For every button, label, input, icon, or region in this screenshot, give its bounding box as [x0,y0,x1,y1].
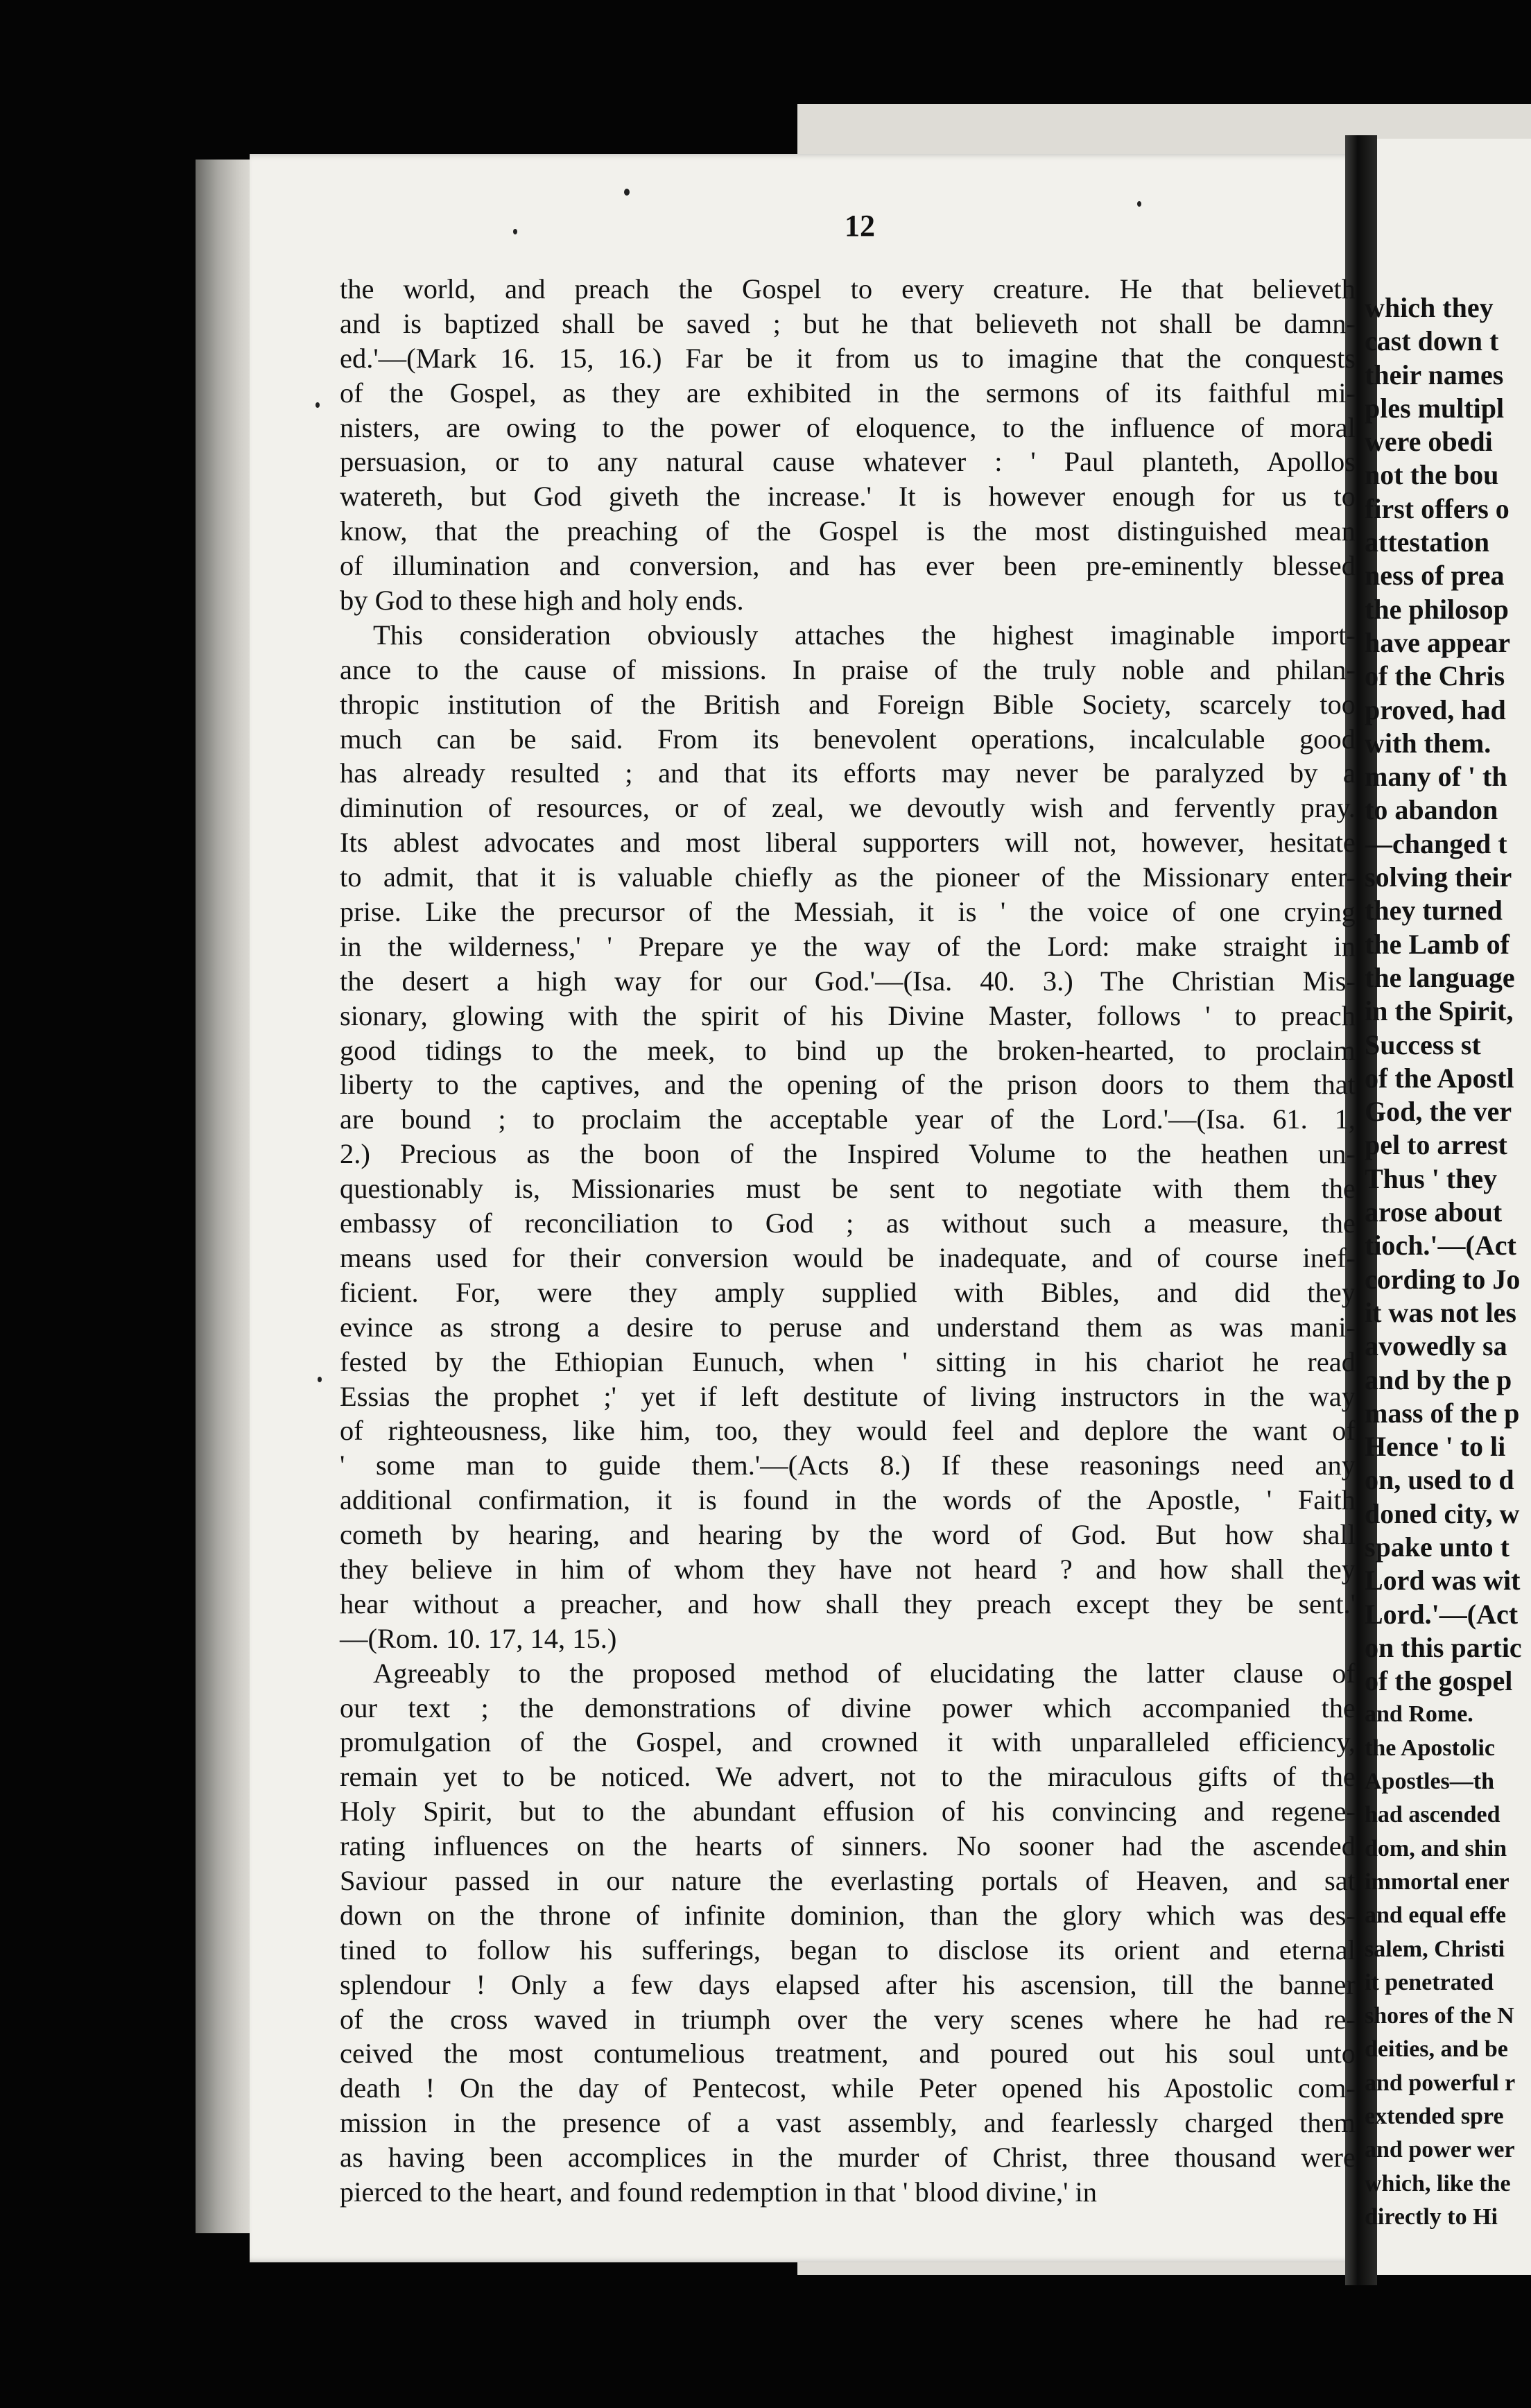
text-line: embassy of reconciliation to God ; as without such a measure, the [340,1207,1356,1239]
scan-speck [315,402,320,408]
facing-text-line: on this partic [1365,1631,1522,1663]
facing-text-line: of the Apostl [1365,1062,1514,1094]
facing-text-line: the language [1365,961,1515,993]
text-line: as having been accomplices in the murder of Christ, three thousand were [340,2142,1356,2174]
facing-text-line: solving their [1365,861,1512,893]
text-line: of the cross waved in triumph over the very scenes where he had re- [340,2003,1356,2035]
text-line: diminution of resources, or of zeal, we devoutly wish and fervently pray. [340,792,1356,824]
text-line: ance to the cause of missions. In praise of the truly noble and philan- [340,653,1356,685]
facing-text-line: arose about [1365,1196,1503,1228]
facing-text-line: immortal ener [1365,1868,1510,1895]
facing-text-line: not the bou [1365,459,1499,491]
text-line: mission in the presence of a vast assembly, and fearlessly charged them [340,2107,1356,2139]
facing-text-line: first offers o [1365,492,1510,524]
facing-text-line: cast down t [1365,325,1499,357]
facing-text-line: of the gospel [1365,1665,1513,1697]
facing-text-line: and by the p [1365,1364,1512,1395]
facing-text-line: tioch.'—(Act [1365,1230,1516,1262]
text-line: has already resulted ; and that its efforts may never be paralyzed by a [340,757,1356,789]
facing-text-line: attestation [1365,526,1489,558]
text-line: ed.'—(Mark 16. 15, 16.) Far be it from us to imagine that the conquests [340,342,1356,374]
facing-text-line: the philosop [1365,593,1509,625]
text-line: Its ablest advocates and most liberal supporters will not, however, hesitate [340,827,1356,859]
facing-text-line: ples multipl [1365,392,1505,424]
facing-text-line: many of ' th [1365,761,1507,793]
facing-text-line: Lord.'—(Act [1365,1598,1519,1630]
facing-text-line: mass of the p [1365,1397,1520,1429]
text-line: hear without a preacher, and how shall they preach except they be sent.' [340,1588,1356,1619]
text-line: ficient. For, were they amply supplied with Bibles, and did they [340,1276,1356,1308]
facing-text-line: their names [1365,359,1504,390]
text-line: death ! On the day of Pentecost, while Peter opened his Apostolic com- [340,2072,1356,2104]
text-line: Saviour passed in our nature the everlasting portals of Heaven, and sat [340,1864,1356,1896]
facing-text-line: and powerful r [1365,2070,1516,2096]
text-line: questionably is, Missionaries must be sent to negotiate with them the [340,1173,1356,1205]
text-line: splendour ! Only a few days elapsed after his ascension, till the banner [340,1968,1356,2000]
text-line: Essias the prophet ;' yet if left destitute of living instructors in the way [340,1380,1356,1412]
facing-text-line: salem, Christi [1365,1936,1505,1962]
facing-text-line: it was not les [1365,1296,1516,1328]
text-line: of the Gospel, as they are exhibited in the sermons of its faithful mi- [340,377,1356,409]
text-line: of illumination and conversion, and has ever been pre-eminently blessed [340,550,1356,582]
text-line: cometh by hearing, and hearing by the word of God. But how shall [340,1519,1356,1551]
facing-text-line: avowedly sa [1365,1330,1507,1362]
facing-text-line: had ascended [1365,1802,1500,1828]
facing-text-line: dom, and shin [1365,1835,1507,1861]
facing-text-line: directly to Hi [1365,2203,1498,2230]
text-line: rating influences on the hearts of sinners. No sooner had the ascended [340,1830,1356,1862]
facing-text-line: and Rome. [1365,1701,1473,1728]
text-line: Agreeably to the proposed method of elucidating the latter clause of [373,1657,1356,1689]
text-line: the world, and preach the Gospel to every creature. He that believeth [340,273,1356,304]
facing-text-line: with them. [1365,727,1491,759]
text-line: in the wilderness,' ' Prepare ye the way of the Lord: make straight in [340,930,1356,962]
scan-speck [1137,201,1141,207]
facing-text-line: the Apostolic [1365,1735,1495,1761]
facing-text-line: Success st [1365,1029,1481,1060]
facing-text-line: Lord was wit [1365,1565,1521,1597]
facing-text-line: in the Spirit, [1365,995,1514,1027]
text-line: and is baptized shall be saved ; but he that believeth not shall be damn- [340,307,1356,339]
text-line: remain yet to be noticed. We advert, not to the miraculous gifts of the [340,1761,1356,1793]
text-line: evince as strong a desire to peruse and understand them as was mani- [340,1311,1356,1343]
text-line: ceived the most contumelious treatment, and poured out his soul unto [340,2038,1356,2070]
facing-text-line: which, like the [1365,2170,1511,2196]
facing-text-line: they turned [1365,895,1503,927]
text-line: know, that the preaching of the Gospel is the most distinguished mean [340,515,1356,547]
page-body-text [340,272,1356,2210]
facing-text-line: were obedi [1365,426,1493,458]
facing-text-line: God, the ver [1365,1096,1512,1128]
text-line: promulgation of the Gospel, and crowned it with unparalleled efficiency, [340,1726,1356,1758]
text-line: pierced to the heart, and found redemption in that ' blood divine,' in [340,2176,1098,2208]
facing-text-line: proved, had [1365,694,1506,725]
facing-text-line: Thus ' they [1365,1162,1498,1194]
text-line: 2.) Precious as the boon of the Inspired Volume to the heathen un- [340,1138,1356,1170]
facing-text-line: have appear [1365,626,1510,658]
facing-text-line: of the Chris [1365,660,1505,692]
text-line: thropic institution of the British and Foreign Bible Society, scarcely too [340,688,1356,720]
text-line: sionary, glowing with the spirit of his Divine Master, follows ' to preach [340,999,1356,1031]
scan-speck [513,229,517,234]
facing-text-line: the Lamb of [1365,928,1510,960]
text-line: nisters, are owing to the power of eloquence, to the influence of moral [340,411,1356,443]
text-line: —(Rom. 10. 17, 14, 15.) [340,1622,617,1654]
text-line: liberty to the captives, and the opening of the prison doors to them that [340,1069,1356,1101]
facing-text-line: Apostles—th [1365,1769,1495,1795]
facing-text-line: doned city, w [1365,1497,1520,1529]
text-line: they believe in him of whom they have not heard ? and how shall they [340,1553,1356,1585]
facing-text-line: it penetrated [1365,1969,1494,1995]
scan-speck [318,1377,322,1382]
facing-text-line: Hence ' to li [1365,1431,1506,1463]
text-line: tined to follow his sufferings, began to disclose its orient and eternal [340,1934,1356,1966]
facing-text-line: deities, and be [1365,2036,1508,2063]
facing-text-line: —changed t [1365,827,1507,859]
text-line: additional confirmation, it is found in the words of the Apostle, ' Faith [340,1484,1356,1516]
facing-text-line: to abandon [1365,794,1498,826]
text-line: much can be said. From its benevolent operations, incalculable good [340,723,1356,755]
facing-text-line: cording to Jo [1365,1263,1521,1295]
text-line: are bound ; to proclaim the acceptable year of the Lord.'—(Isa. 61. 1, [340,1103,1356,1135]
facing-text-line: on, used to d [1365,1464,1514,1496]
text-line: This consideration obviously attaches the highest imaginable import- [373,619,1356,651]
facing-text-line: and power wer [1365,2137,1515,2163]
page-number: 12 [845,209,875,243]
text-line: prise. Like the precursor of the Messiah, it is ' the voice of one crying [340,896,1356,928]
text-line: of righteousness, like him, too, they would feel and deplore the want of [340,1415,1356,1447]
facing-page-text [1365,291,1531,2234]
text-line: to admit, that it is valuable chiefly as the pioneer of the Missionary enter- [340,861,1356,893]
text-line: ' some man to guide them.'—(Acts 8.) If these reasonings need any [340,1450,1356,1481]
text-line: the desert a high way for our God.'—(Isa. 40. 3.) The Christian Mis- [340,965,1356,997]
text-line: fested by the Ethiopian Eunuch, when ' sitting in his chariot he read [340,1345,1356,1377]
page-edge [196,160,258,2233]
facing-text-line: which they [1365,292,1494,323]
text-line: good tidings to the meek, to bind up the broken-hearted, to proclaim [340,1034,1356,1066]
facing-text-line: ness of prea [1365,560,1505,592]
facing-text-line: pel to arrest [1365,1129,1507,1161]
text-line: persuasion, or to any natural cause whatever : ' Paul planteth, Apollos [340,446,1356,478]
scan-speck [624,189,630,196]
facing-text-line: and equal effe [1365,1902,1506,1929]
text-line: by God to these high and holy ends. [340,585,744,617]
facing-text-line: extended spre [1365,2104,1504,2130]
text-line: Holy Spirit, but to the abundant effusion of his convincing and regene- [340,1796,1356,1828]
text-line: our text ; the demonstrations of divine power which accompanied the [340,1692,1356,1723]
facing-text-line: spake unto t [1365,1531,1510,1563]
facing-text-line: shores of the N [1365,2003,1514,2029]
text-line: watereth, but God giveth the increase.' It is however enough for us to [340,481,1356,513]
text-line: means used for their conversion would be inadequate, and of course inef- [340,1241,1356,1273]
text-line: down on the throne of infinite dominion, than the glory which was des- [340,1899,1356,1931]
